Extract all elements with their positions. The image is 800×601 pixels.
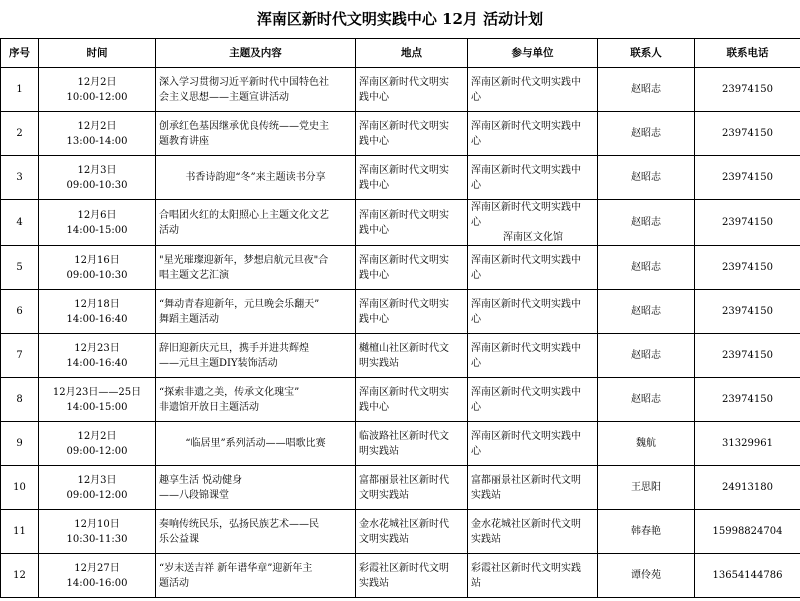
- cell-place-line: 浑南区新时代文明实: [359, 386, 449, 398]
- cell-unit: [468, 334, 598, 378]
- cell-unit-line: 心: [471, 91, 481, 103]
- cell-phone: 23974150: [695, 156, 800, 200]
- cell-unit-line: 心: [471, 269, 481, 281]
- table-row: [1, 422, 800, 466]
- cell-unit-line: 浑南区新时代文明实践中: [471, 342, 581, 354]
- cell-unit-line: 心: [471, 313, 481, 325]
- cell-time-text: 14:00-15:00: [66, 224, 128, 236]
- cell-place-line: 浑南区新时代文明实: [359, 209, 449, 221]
- cell-place-line: 明实践站: [359, 357, 399, 369]
- cell-place-line: 实践站: [359, 577, 389, 589]
- header-place: 地点: [356, 39, 468, 68]
- cell-no: 11: [1, 510, 39, 554]
- cell-topic: [156, 334, 356, 378]
- cell-no: 3: [1, 156, 39, 200]
- cell-place-line: 文明实践站: [359, 489, 409, 501]
- table-row: [1, 378, 800, 422]
- activity-table: [0, 38, 800, 598]
- cell-unit: [468, 290, 598, 334]
- cell-topic-line: 书香诗韵迎“冬”来主题读书分享: [185, 172, 326, 183]
- cell-contact: 赵昭志: [598, 334, 695, 378]
- cell-place-line: 浑南区新时代文明实: [359, 76, 449, 88]
- header-no: 序号: [1, 39, 39, 68]
- cell-unit-line: 彩霞社区新时代文明实践: [471, 562, 581, 574]
- cell-place: [356, 466, 468, 510]
- cell-date-text: 12月16日: [74, 254, 120, 266]
- cell-topic-line: 活动: [159, 224, 179, 236]
- cell-date-text: 12月27日: [74, 562, 120, 574]
- cell-place: [356, 68, 468, 112]
- cell-topic: [156, 290, 356, 334]
- cell-topic-line: ——元旦主题DIY装饰活动: [159, 357, 278, 369]
- cell-date-text: 12月6日: [77, 209, 117, 221]
- cell-date-text: 12月18日: [74, 298, 120, 310]
- cell-time: [39, 378, 156, 422]
- cell-topic: [156, 112, 356, 156]
- cell-place-line: 践中心: [359, 313, 389, 325]
- cell-topic-line: 趣享生活 悦动健身: [159, 474, 243, 486]
- cell-phone: 23974150: [695, 112, 800, 156]
- cell-unit-line: 心: [471, 401, 481, 413]
- cell-time-text: 14:00-15:00: [66, 401, 128, 413]
- cell-phone: 23974150: [695, 334, 800, 378]
- cell-time-text: 09:00-12:00: [66, 489, 128, 501]
- cell-topic: [156, 510, 356, 554]
- cell-phone: 23974150: [695, 246, 800, 290]
- cell-topic-line: 创承红色基因继承优良传统——党史主: [159, 120, 329, 132]
- cell-unit: [468, 246, 598, 290]
- cell-place-line: 明实践站: [359, 445, 399, 457]
- cell-contact: 魏航: [598, 422, 695, 466]
- cell-topic-line: ——八段锦课堂: [159, 489, 229, 501]
- cell-place-line: 践中心: [359, 135, 389, 147]
- cell-topic: [156, 378, 356, 422]
- cell-unit-line: 实践站: [471, 489, 501, 501]
- cell-unit-line: 心: [471, 179, 481, 191]
- cell-contact: 赵昭志: [598, 200, 695, 246]
- cell-topic: [156, 554, 356, 598]
- cell-topic: [156, 246, 356, 290]
- cell-no: 12: [1, 554, 39, 598]
- cell-time: [39, 200, 156, 246]
- cell-unit-line: 浑南区文化馆: [503, 232, 563, 243]
- cell-no: 2: [1, 112, 39, 156]
- cell-place-line: 富都丽景社区新时代: [359, 474, 449, 486]
- cell-topic-line: 题教育讲座: [159, 135, 209, 147]
- cell-date-text: 12月2日: [77, 430, 117, 442]
- cell-topic: [156, 200, 356, 246]
- cell-place-line: 践中心: [359, 179, 389, 191]
- table-row: [1, 156, 800, 200]
- cell-phone: 15998824704: [695, 510, 800, 554]
- cell-no: 5: [1, 246, 39, 290]
- cell-place-line: 文明实践站: [359, 533, 409, 545]
- cell-date-text: 12月3日: [77, 474, 117, 486]
- cell-topic-line: 乐公益课: [159, 533, 199, 545]
- cell-phone: 23974150: [695, 378, 800, 422]
- table-row: [1, 200, 800, 246]
- table-row: [1, 112, 800, 156]
- cell-phone: 24913180: [695, 466, 800, 510]
- cell-date-text: 12月2日: [77, 120, 117, 132]
- cell-place-line: 践中心: [359, 224, 389, 236]
- cell-place-line: 樾檀山社区新时代文: [359, 342, 449, 354]
- cell-topic-line: 唱主题文艺汇演: [159, 269, 229, 281]
- cell-unit-line: 浑南区新时代文明实践中: [471, 120, 581, 132]
- cell-contact: 赵昭志: [598, 290, 695, 334]
- cell-date-text: 12月23日——25日: [52, 386, 142, 398]
- cell-topic: [156, 156, 356, 200]
- cell-time-text: 09:00-12:00: [66, 445, 128, 457]
- cell-topic-line: 合唱团火红的太阳照心上主题文化文艺: [159, 209, 329, 221]
- table-row: [1, 334, 800, 378]
- cell-contact: 王思阳: [598, 466, 695, 510]
- cell-unit-line: 金水花城社区新时代文明: [471, 518, 581, 530]
- cell-time: [39, 334, 156, 378]
- cell-unit: [468, 112, 598, 156]
- cell-unit-line: 富都丽景社区新时代文明: [471, 474, 581, 486]
- cell-topic: [156, 422, 356, 466]
- cell-time-text: 10:00-12:00: [66, 91, 128, 103]
- header-unit: 参与单位: [468, 39, 598, 68]
- cell-time: [39, 156, 156, 200]
- cell-contact: 赵昭志: [598, 378, 695, 422]
- cell-topic-line: 会主义思想——主题宣讲活动: [159, 91, 289, 103]
- page-title: 浑南区新时代文明实践中心 12月 活动计划: [256, 10, 544, 28]
- cell-unit-line: 浑南区新时代文明实践中: [471, 76, 581, 88]
- cell-phone: 23974150: [695, 290, 800, 334]
- cell-place: [356, 290, 468, 334]
- cell-place-line: 浑南区新时代文明实: [359, 164, 449, 176]
- cell-unit: [468, 422, 598, 466]
- cell-place-line: 金水花城社区新时代: [359, 518, 449, 530]
- cell-date-text: 12月23日: [74, 342, 120, 354]
- cell-time: [39, 112, 156, 156]
- cell-topic-line: "星光璀璨迎新年，梦想启航元旦夜"合: [159, 254, 329, 266]
- cell-topic: [156, 68, 356, 112]
- cell-time-text: 09:00-10:30: [66, 179, 128, 191]
- header-row: [1, 39, 800, 68]
- table-row: [1, 68, 800, 112]
- cell-date-text: 12月3日: [77, 164, 117, 176]
- cell-unit: [468, 200, 598, 246]
- header-topic: 主题及内容: [156, 39, 356, 68]
- cell-unit: [468, 554, 598, 598]
- table-row: [1, 290, 800, 334]
- cell-phone: 31329961: [695, 422, 800, 466]
- cell-topic-line: “岁末送吉祥 新年谱华章”迎新年主: [159, 562, 313, 574]
- cell-place-line: 临波路社区新时代文: [359, 430, 449, 442]
- cell-unit-line: 浑南区新时代文明实践中: [471, 254, 581, 266]
- cell-place: [356, 510, 468, 554]
- cell-place: [356, 554, 468, 598]
- cell-place: [356, 156, 468, 200]
- cell-unit-line: 浑南区新时代文明实践中: [471, 202, 581, 213]
- cell-unit-line: 浑南区新时代文明实践中: [471, 164, 581, 176]
- cell-unit: [468, 378, 598, 422]
- cell-topic-line: 辞旧迎新庆元旦，携手并进共辉煌: [159, 342, 309, 354]
- cell-place: [356, 334, 468, 378]
- cell-date-text: 12月2日: [77, 76, 117, 88]
- cell-no: 6: [1, 290, 39, 334]
- cell-topic-line: 舞蹈主题活动: [159, 313, 219, 325]
- cell-contact: 谭伶苑: [598, 554, 695, 598]
- cell-time-text: 10:30-11:30: [66, 533, 128, 545]
- cell-topic: [156, 466, 356, 510]
- cell-unit-line: 心: [471, 445, 481, 457]
- cell-date-text: 12月10日: [74, 518, 120, 530]
- cell-unit-line: 心: [471, 135, 481, 147]
- cell-unit: [468, 466, 598, 510]
- cell-no: 8: [1, 378, 39, 422]
- header-contact: 联系人: [598, 39, 695, 68]
- table-row: [1, 466, 800, 510]
- cell-contact: 赵昭志: [598, 156, 695, 200]
- table-row: [1, 510, 800, 554]
- cell-no: 9: [1, 422, 39, 466]
- cell-phone: 23974150: [695, 68, 800, 112]
- cell-unit-line: 浑南区新时代文明实践中: [471, 430, 581, 442]
- cell-unit-line: 心: [471, 357, 481, 369]
- cell-time-text: 13:00-14:00: [66, 135, 128, 147]
- cell-topic-line: 奏响传统民乐，弘扬民族艺术——民: [159, 518, 319, 530]
- header-phone: 联系电话: [695, 39, 800, 68]
- cell-place-line: 浑南区新时代文明实: [359, 254, 449, 266]
- cell-topic-line: 非遗馆开放日主题活动: [159, 401, 259, 413]
- cell-place-line: 彩霞社区新时代文明: [359, 562, 449, 574]
- header-time: 时间: [39, 39, 156, 68]
- cell-place: [356, 112, 468, 156]
- cell-place-line: 浑南区新时代文明实: [359, 120, 449, 132]
- cell-place-line: 践中心: [359, 269, 389, 281]
- cell-topic-line: 题活动: [159, 577, 189, 589]
- cell-time: [39, 68, 156, 112]
- cell-time-text: 14:00-16:40: [66, 313, 128, 325]
- cell-no: 4: [1, 200, 39, 246]
- cell-place: [356, 378, 468, 422]
- cell-place-line: 践中心: [359, 401, 389, 413]
- cell-unit-line: 站: [471, 577, 481, 589]
- cell-time: [39, 246, 156, 290]
- cell-place: [356, 246, 468, 290]
- cell-topic-line: “舞动青春迎新年，元旦晚会乐翻天”: [159, 298, 320, 310]
- cell-time: [39, 510, 156, 554]
- cell-no: 1: [1, 68, 39, 112]
- cell-no: 10: [1, 466, 39, 510]
- cell-phone: 13654144786: [695, 554, 800, 598]
- cell-unit-line: 浑南区新时代文明实践中: [471, 298, 581, 310]
- cell-time: [39, 466, 156, 510]
- cell-contact: 赵昭志: [598, 112, 695, 156]
- cell-time: [39, 290, 156, 334]
- cell-contact: 赵昭志: [598, 68, 695, 112]
- cell-place: [356, 200, 468, 246]
- cell-time-text: 14:00-16:00: [66, 577, 128, 589]
- table-row: [1, 246, 800, 290]
- cell-unit: [468, 510, 598, 554]
- cell-topic-line: “临居里”系列活动——唱歌比赛: [185, 438, 326, 449]
- cell-no: 7: [1, 334, 39, 378]
- cell-place-line: 践中心: [359, 91, 389, 103]
- table-row: [1, 554, 800, 598]
- cell-topic-line: “探索非遗之美，传承文化瑰宝”: [159, 386, 300, 398]
- cell-contact: 韩春艳: [598, 510, 695, 554]
- cell-time: [39, 422, 156, 466]
- cell-contact: 赵昭志: [598, 246, 695, 290]
- cell-time: [39, 554, 156, 598]
- cell-unit: [468, 156, 598, 200]
- cell-place-line: 浑南区新时代文明实: [359, 298, 449, 310]
- cell-unit-line: 浑南区新时代文明实践中: [471, 386, 581, 398]
- cell-time-text: 09:00-10:30: [66, 269, 128, 281]
- cell-topic-line: 深入学习贯彻习近平新时代中国特色社: [159, 76, 329, 88]
- cell-unit-line: 心: [471, 217, 481, 228]
- cell-place: [356, 422, 468, 466]
- cell-unit-line: 实践站: [471, 533, 501, 545]
- cell-phone: 23974150: [695, 200, 800, 246]
- cell-unit: [468, 68, 598, 112]
- cell-time-text: 14:00-16:40: [66, 357, 128, 369]
